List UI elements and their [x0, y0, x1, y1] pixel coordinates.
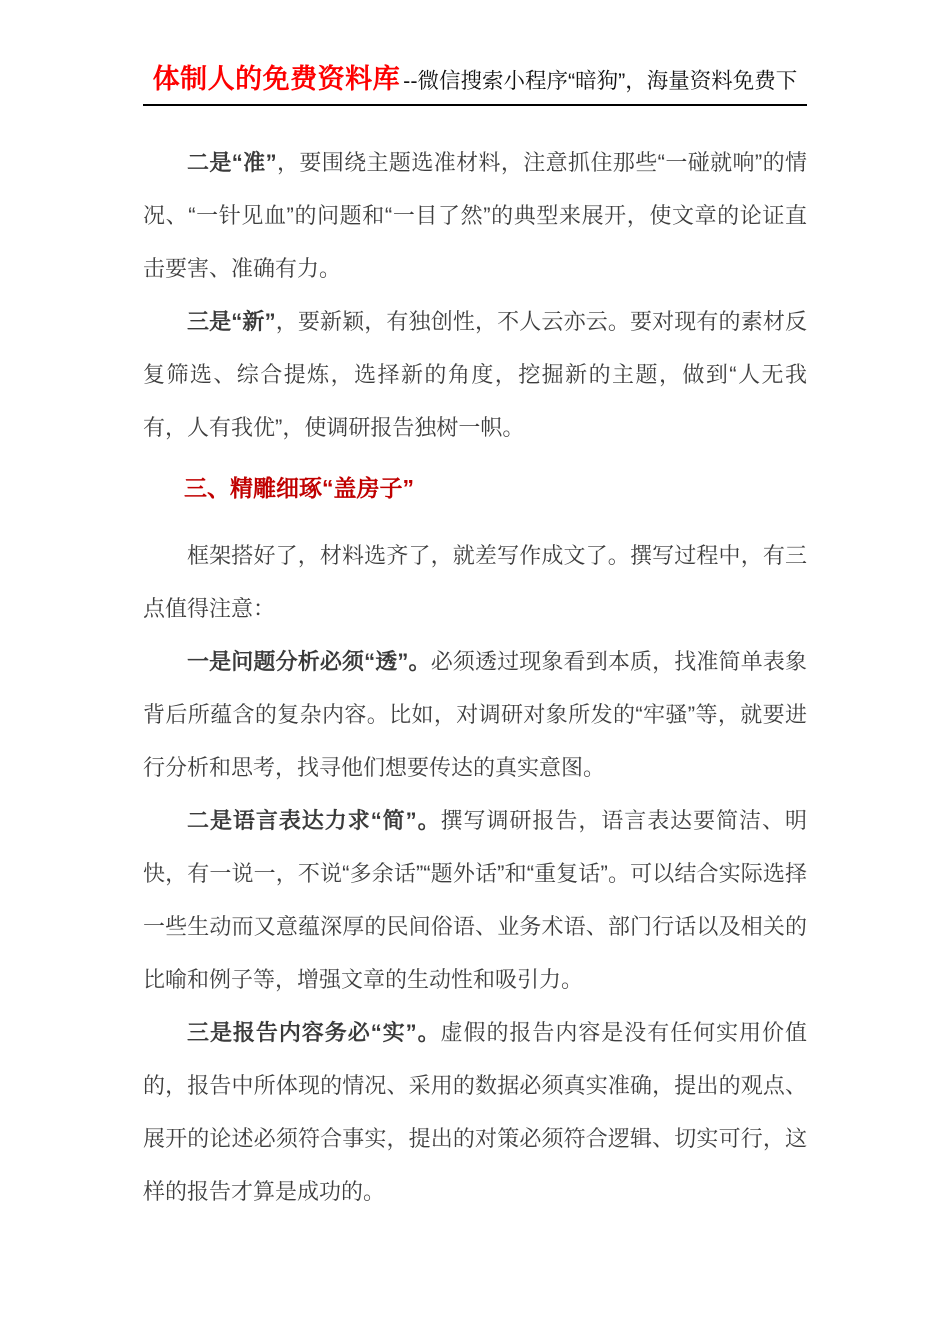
paragraph-lead: 三是报告内容务必“实”。	[187, 1020, 441, 1045]
paragraph-accurate	[143, 136, 807, 295]
paragraph-novel	[143, 295, 807, 454]
paragraph-text: 虚假的报告内容是没有任何实用价值的，报告中所体现的情况、采用的数据必须真实准确，提出的观点、展开的论述必须符合事实，提出的对策必须符合逻辑、切实可行，这样的报告才算是成功的。	[143, 1020, 807, 1204]
paragraph-text: 框架搭好了，材料选齐了，就差写作成文了。撰写过程中，有三点值得注意：	[143, 543, 807, 621]
paragraph-text: ，要围绕主题选准材料，注意抓住那些“一碰就响”的情况、“一针见血”的问题和“一目了然”的典型来展开，使文章的论证直击要害、准确有力。	[143, 150, 807, 281]
paragraph-truthful	[143, 1006, 807, 1218]
paragraph-lead: 二是语言表达力求“简”。	[187, 808, 441, 833]
paragraph-lead: 三是“新”	[187, 309, 276, 334]
paragraph-text: 必须透过现象看到本质，找准简单表象背后所蕴含的复杂内容。比如，对调研对象所发的“牢骚”等，就要进行分析和思考，找寻他们想要传达的真实意图。	[143, 649, 807, 780]
page-header	[143, 63, 807, 106]
paragraph-language	[143, 794, 807, 1006]
paragraph-lead: 二是“准”	[187, 150, 277, 175]
brand-title: 体制人的免费资料库	[152, 64, 401, 94]
paragraph-intro	[143, 529, 807, 635]
paragraph-text: 撰写调研报告，语言表达要简洁、明快，有一说一，不说“多余话”“题外话”和“重复话”。可以结合实际选择一些生动而又意蕴深厚的民间俗语、业务术语、部门行话以及相关的比喻和例子等，增强文章的生动性和吸引力。	[143, 808, 807, 992]
paragraph-text: ，要新颖，有独创性，不人云亦云。要对现有的素材反复筛选、综合提炼，选择新的角度，挖掘新的主题，做到“人无我有，人有我优”，使调研报告独树一帜。	[143, 309, 807, 440]
brand-tagline: --微信搜索小程序“暗狗”，海量资料免费下	[403, 69, 798, 93]
document-body	[143, 136, 807, 1218]
paragraph-lead: 一是问题分析必须“透”。	[187, 649, 431, 674]
paragraph-analysis	[143, 635, 807, 794]
section-heading: 三、精雕细琢“盖房子”	[184, 475, 414, 501]
